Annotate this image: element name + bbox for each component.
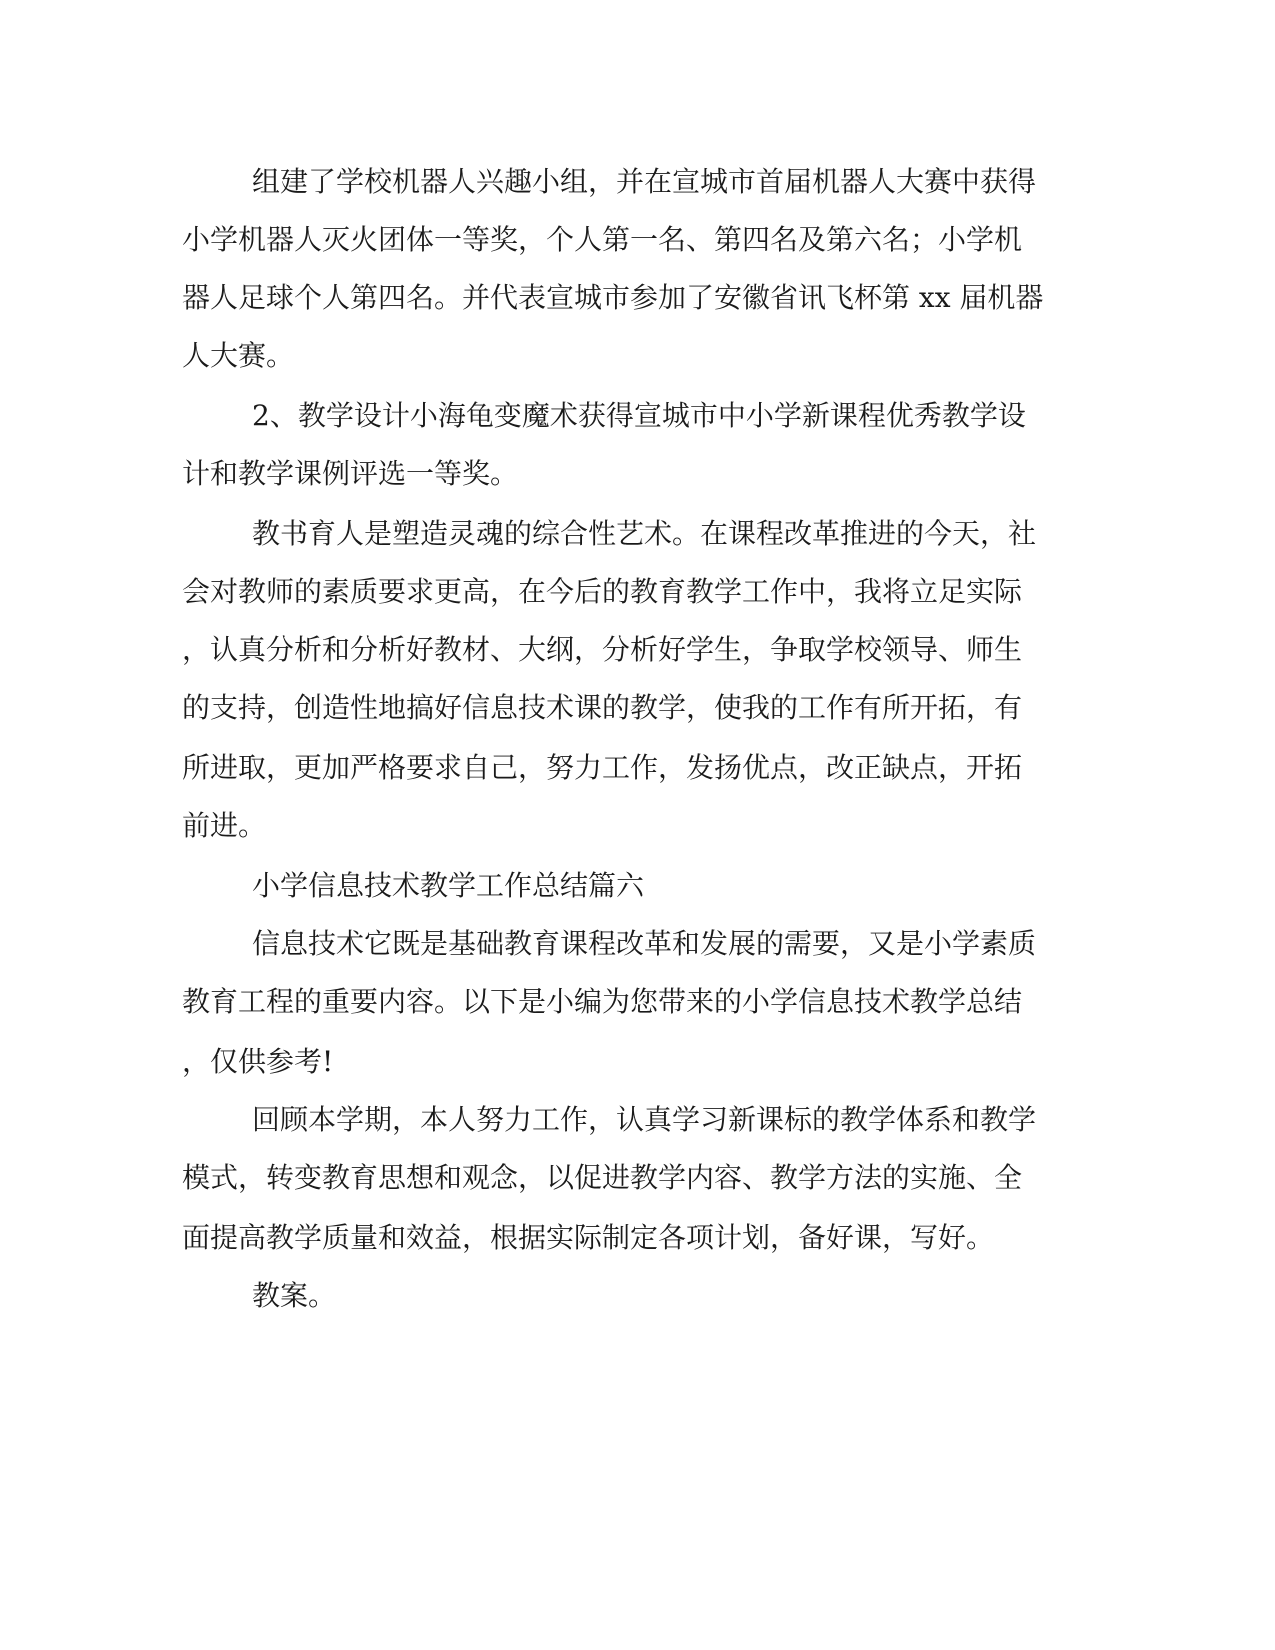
section-heading: 小学信息技术教学工作总结篇六 <box>252 869 645 902</box>
text-line: 教案。 <box>252 1279 337 1312</box>
text-line: 计和教学课例评选一等奖。 <box>182 457 519 490</box>
text-line: 组建了学校机器人兴趣小组，并在宣城市首届机器人大赛中获得 <box>252 165 1037 198</box>
text-line: 所进取，更加严格要求自己，努力工作，发扬优点，改正缺点，开拓 <box>182 751 1023 784</box>
text-line: 教书育人是塑造灵魂的综合性艺术。在课程改革推进的今天，社 <box>252 517 1037 550</box>
text-line: 信息技术它既是基础教育课程改革和发展的需要，又是小学素质 <box>252 927 1037 960</box>
text-line: 回顾本学期，本人努力工作，认真学习新课标的教学体系和教学 <box>252 1103 1037 1136</box>
text-line: 的支持，创造性地搞好信息技术课的教学，使我的工作有所开拓，有 <box>182 691 1023 724</box>
text-line: ，仅供参考! <box>182 1045 334 1078</box>
text-line: ，认真分析和分析好教材、大纲，分析好学生，争取学校领导、师生 <box>182 633 1023 666</box>
text-line: 小学机器人灭火团体一等奖，个人第一名、第四名及第六名；小学机 <box>182 223 1023 256</box>
text-line: 面提高教学质量和效益，根据实际制定各项计划，备好课，写好。 <box>182 1221 995 1254</box>
text-line: 2、教学设计小海龟变魔术获得宣城市中小学新课程优秀教学设 <box>252 399 1026 432</box>
text-line: 会对教师的素质要求更高，在今后的教育教学工作中，我将立足实际 <box>182 575 1023 608</box>
text-line: 器人足球个人第四名。并代表宣城市参加了安徽省讯飞杯第 xx 届机器 <box>182 281 1044 314</box>
text-line: 模式，转变教育思想和观念，以促进教学内容、教学方法的实施、全 <box>182 1161 1023 1194</box>
text-line: 人大赛。 <box>182 339 295 372</box>
text-line: 教育工程的重要内容。以下是小编为您带来的小学信息技术教学总结 <box>182 985 1023 1018</box>
text-line: 前进。 <box>182 809 267 842</box>
